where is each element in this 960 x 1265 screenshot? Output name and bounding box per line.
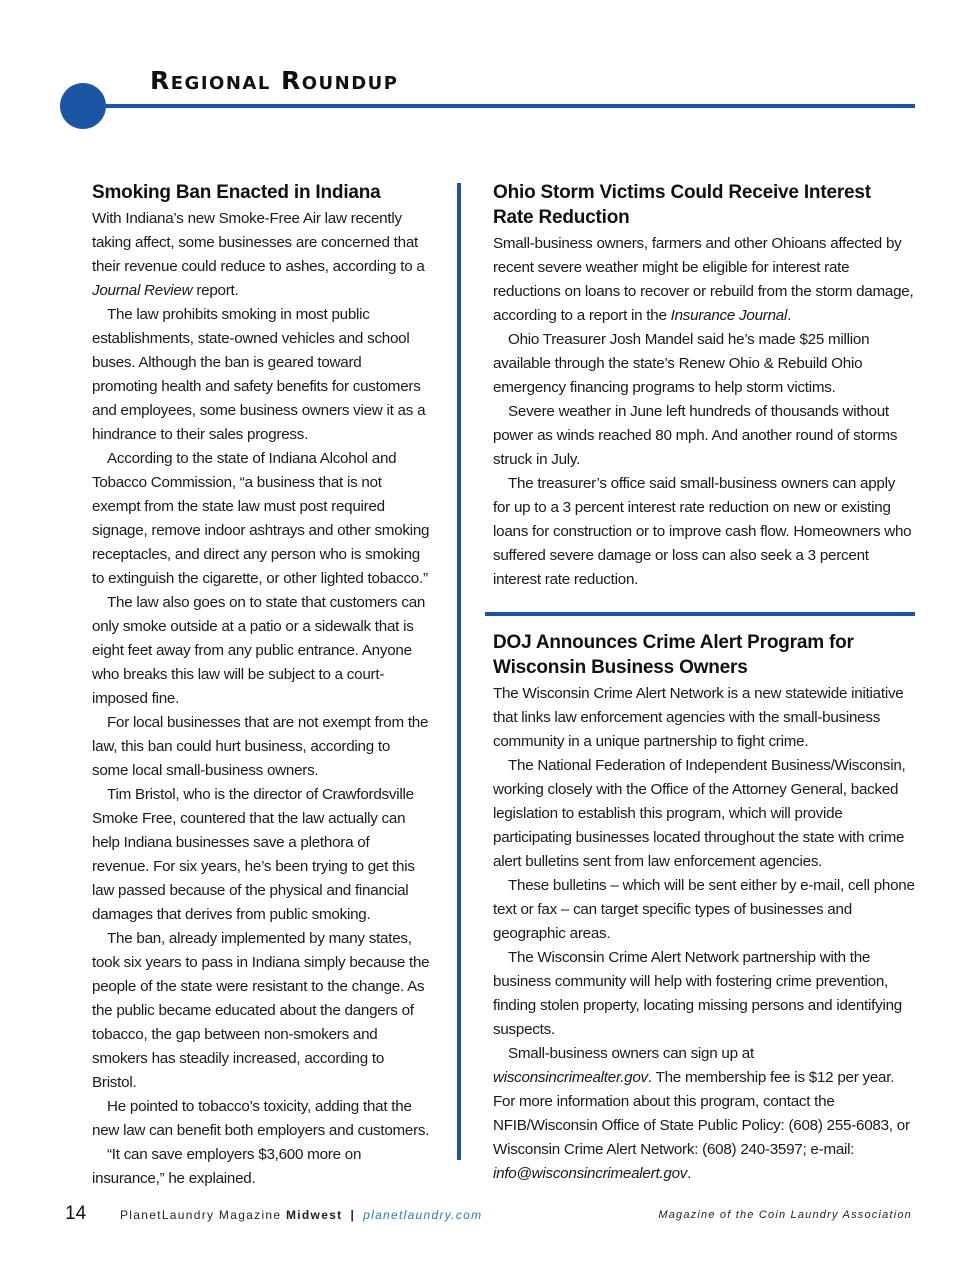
publication-line [120, 1208, 482, 1222]
publication-name: Insurance Journal [670, 307, 788, 324]
website-link[interactable]: wisconsincrimealter.gov [493, 1069, 648, 1086]
paragraph-text: . [687, 1165, 692, 1182]
paragraph-text: Small-business owners can sign up at [508, 1045, 754, 1062]
header-rule [103, 104, 915, 108]
article-paragraph [493, 232, 915, 328]
article-paragraph: Severe weather in June left hundreds of thousands without power as winds reached 80 mph. And another round of storms struck in July. [493, 403, 898, 468]
paragraph-text: Small-business owners, farmers and other Ohioans affected by recent severe weather might be eligible for interest rate reductions on loans to recover or rebuild from the storm damage, according to a report in the [493, 235, 914, 324]
article-paragraph: For local businesses that are not exempt from the law, this ban could hurt business, according to some local small-business owners. [92, 714, 429, 779]
article-paragraph: The ban, already implemented by many states, took six years to pass in Indiana simply because the people of the state were resistant to the change. As the public became educated about the dangers of tobacco, the gap between non-smokers and smokers has steadily increased, according to Bristol. [92, 930, 430, 1091]
article-paragraph: Ohio Treasurer Josh Mandel said he’s made $25 million available through the state’s Renew Ohio & Rebuild Ohio emergency financing programs to help storm victims. [493, 331, 870, 396]
header-circle-decoration [60, 83, 106, 129]
footer-separator: | [350, 1208, 356, 1222]
left-column [92, 180, 430, 1191]
column-divider [457, 183, 461, 1160]
article-paragraph: The Wisconsin Crime Alert Network is a new statewide initiative that links law enforcement agencies with the small-business community in a unique partnership to fight crime. [493, 685, 904, 750]
paragraph-text: . The membership fee is $12 per year. For more information about this program, contact the NFIB/Wisconsin Office of State Public Policy: (608) 255-6083, or Wisconsin Crime Alert Network: (608) 240-3597; e-mail: [493, 1069, 910, 1158]
article-title: Ohio Storm Victims Could Receive Interest Rate Reduction [493, 182, 871, 228]
article-paragraph: The National Federation of Independent Business/Wisconsin, working closely with the Office of the Attorney General, backed legislation to establish this program, which will provide participating businesses located throughout the state with crime alert bulletins sent from law enforcement agencies. [493, 757, 906, 870]
footer-url-link[interactable]: planetlaundry.com [363, 1208, 483, 1222]
article-paragraph: The Wisconsin Crime Alert Network partnership with the business community will help with fostering crime prevention, finding stolen property, locating missing persons and identifying suspects. [493, 949, 902, 1038]
article-paragraph: The treasurer’s office said small-business owners can apply for up to a 3 percent interest rate reduction on new or existing loans for construction or to improve cash flow. Homeowners who suffered severe damage or loss can also seek a 3 percent interest rate reduction. [493, 475, 912, 588]
article-paragraph: These bulletins – which will be sent either by e-mail, cell phone text or fax – can target specific types of businesses and geographic areas. [493, 877, 915, 942]
email-link[interactable]: info@wisconsincrimealert.gov [493, 1165, 688, 1182]
magazine-name: PlanetLaundry Magazine [120, 1208, 282, 1222]
article-indiana [92, 180, 430, 1191]
page-number: 14 [65, 1203, 87, 1224]
article-title: DOJ Announces Crime Alert Program for Wisconsin Business Owners [493, 632, 854, 678]
paragraph-text: With Indiana’s new Smoke-Free Air law recently taking affect, some businesses are concerned that their revenue could reduce to ashes, according to a [92, 210, 425, 275]
article-wisconsin [493, 630, 915, 1186]
article-paragraph: “It can save employers $3,600 more on insurance,” he explained. [92, 1146, 362, 1187]
right-column [493, 180, 915, 1186]
publication-name: Journal Review [92, 282, 193, 299]
page-footer [0, 1203, 960, 1229]
article-paragraph: According to the state of Indiana Alcohol and Tobacco Commission, “a business that is not exempt from the state law must post required signage, remove indoor ashtrays and other smoking receptacles, and direct any person who is smoking to extinguish the cigarette, or other lighted tobacco.” [92, 450, 430, 587]
paragraph-text: . [787, 307, 792, 324]
paragraph-text: report. [192, 282, 239, 299]
section-title: Regional Roundup [150, 66, 399, 95]
article-paragraph: The law prohibits smoking in most public establishments, state-owned vehicles and school buses. Although the ban is geared toward promoting health and safety benefits for customers and employees, some business owners view it as a hindrance to their sales progress. [92, 306, 426, 443]
article-paragraph [493, 1042, 915, 1186]
edition-name: Midwest [286, 1208, 343, 1222]
article-paragraph: The law also goes on to state that customers can only smoke outside at a patio or a sidewalk that is eight feet away from any public entrance. Anyone who breaks this law will be subject to a court-imposed fine. [92, 594, 426, 707]
article-paragraph: Tim Bristol, who is the director of Crawfordsville Smoke Free, countered that the law actually can help Indiana businesses save a plethora of revenue. For six years, he’s been trying to get this law passed because of the physical and financial damages that derives from public smoking. [92, 786, 415, 923]
article-paragraph: He pointed to tobacco’s toxicity, adding that the new law can benefit both employers and customers. [92, 1098, 430, 1139]
article-paragraph [92, 207, 430, 303]
article-divider-rule [485, 612, 915, 616]
association-tagline: Magazine of the Coin Laundry Association [658, 1209, 912, 1221]
article-title: Smoking Ban Enacted in Indiana [92, 182, 381, 203]
article-ohio [493, 180, 915, 592]
